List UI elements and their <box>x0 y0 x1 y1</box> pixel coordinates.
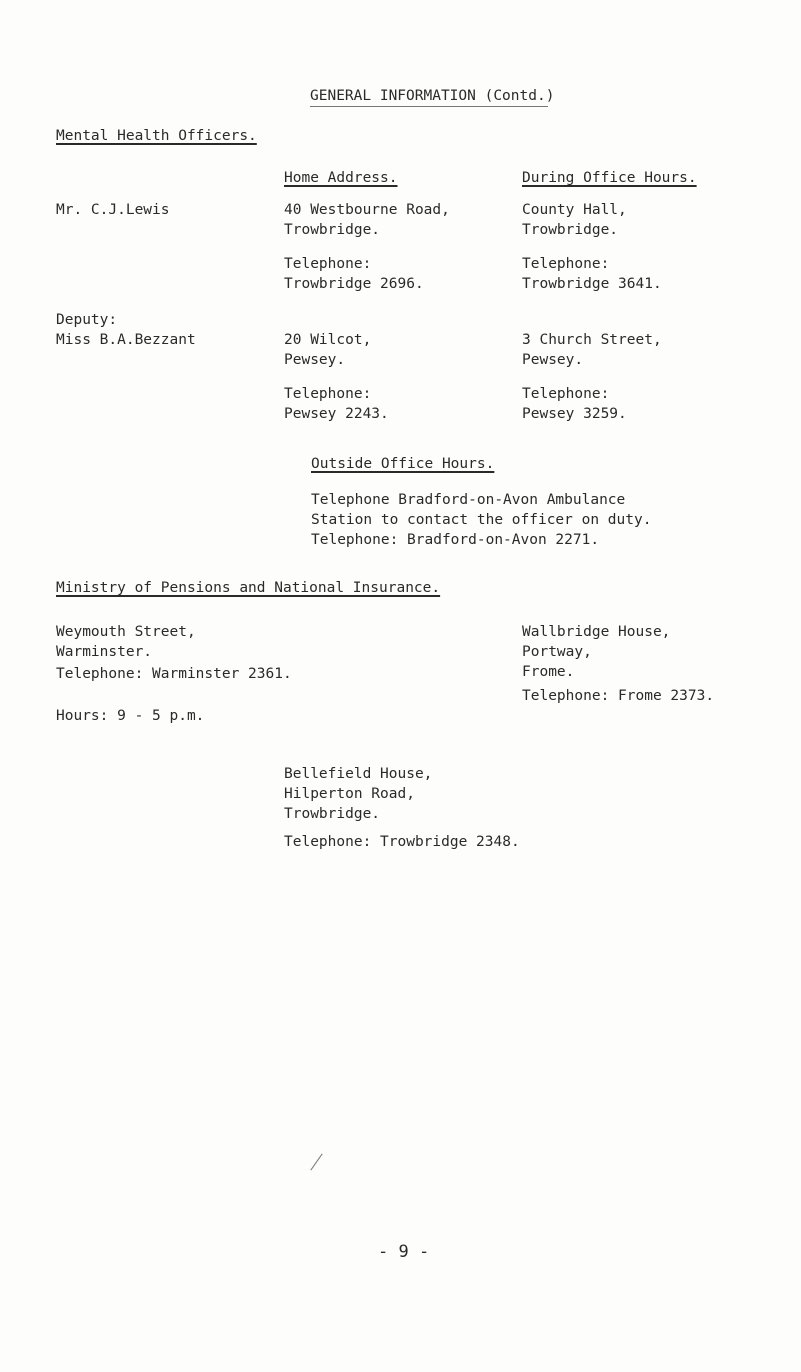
outside-office-hours-heading: Outside Office Hours. <box>311 456 495 472</box>
warminster-office-address: Weymouth Street, Warminster. <box>56 624 196 660</box>
deputy-office-telephone: Telephone: Pewsey 3259. <box>522 386 627 422</box>
column-heading-home-address: Home Address. <box>284 170 398 186</box>
deputy-officer-name: Deputy: Miss B.A.Bezzant <box>56 312 196 348</box>
trowbridge-office-telephone: Telephone: Trowbridge 2348. <box>284 834 520 850</box>
trowbridge-office-address: Bellefield House, Hilperton Road, Trowbridge. <box>284 766 433 822</box>
deputy-home-address: 20 Wilcot, Pewsey. <box>284 332 372 368</box>
officer-name: Mr. C.J.Lewis <box>56 202 170 218</box>
deputy-office-address: 3 Church Street, Pewsey. <box>522 332 662 368</box>
officer-home-address: 40 Westbourne Road, Trowbridge. <box>284 202 450 238</box>
deputy-home-telephone: Telephone: Pewsey 2243. <box>284 386 389 422</box>
column-heading-office-hours: During Office Hours. <box>522 170 697 186</box>
officer-office-address: County Hall, Trowbridge. <box>522 202 627 238</box>
section-heading-ministry: Ministry of Pensions and National Insurance. <box>56 580 441 596</box>
officer-office-telephone: Telephone: Trowbridge 3641. <box>522 256 662 292</box>
page-number: - 9 - <box>378 1242 430 1262</box>
frome-office-address: Wallbridge House, Portway, Frome. <box>522 624 671 680</box>
title-rule <box>310 106 548 107</box>
stray-pen-mark <box>310 1154 322 1171</box>
officer-home-telephone: Telephone: Trowbridge 2696. <box>284 256 424 292</box>
section-heading-mental-health: Mental Health Officers. <box>56 128 257 144</box>
warminster-office-telephone: Telephone: Warminster 2361. <box>56 666 292 682</box>
outside-office-hours-text: Telephone Bradford-on-Avon Ambulance Station to contact the officer on duty. Telephone: Bradford-on-Avon 2271. <box>311 492 652 548</box>
page-title: GENERAL INFORMATION (Contd.) <box>310 88 555 104</box>
warminster-office-hours: Hours: 9 - 5 p.m. <box>56 708 205 724</box>
frome-office-telephone: Telephone: Frome 2373. <box>522 688 715 704</box>
